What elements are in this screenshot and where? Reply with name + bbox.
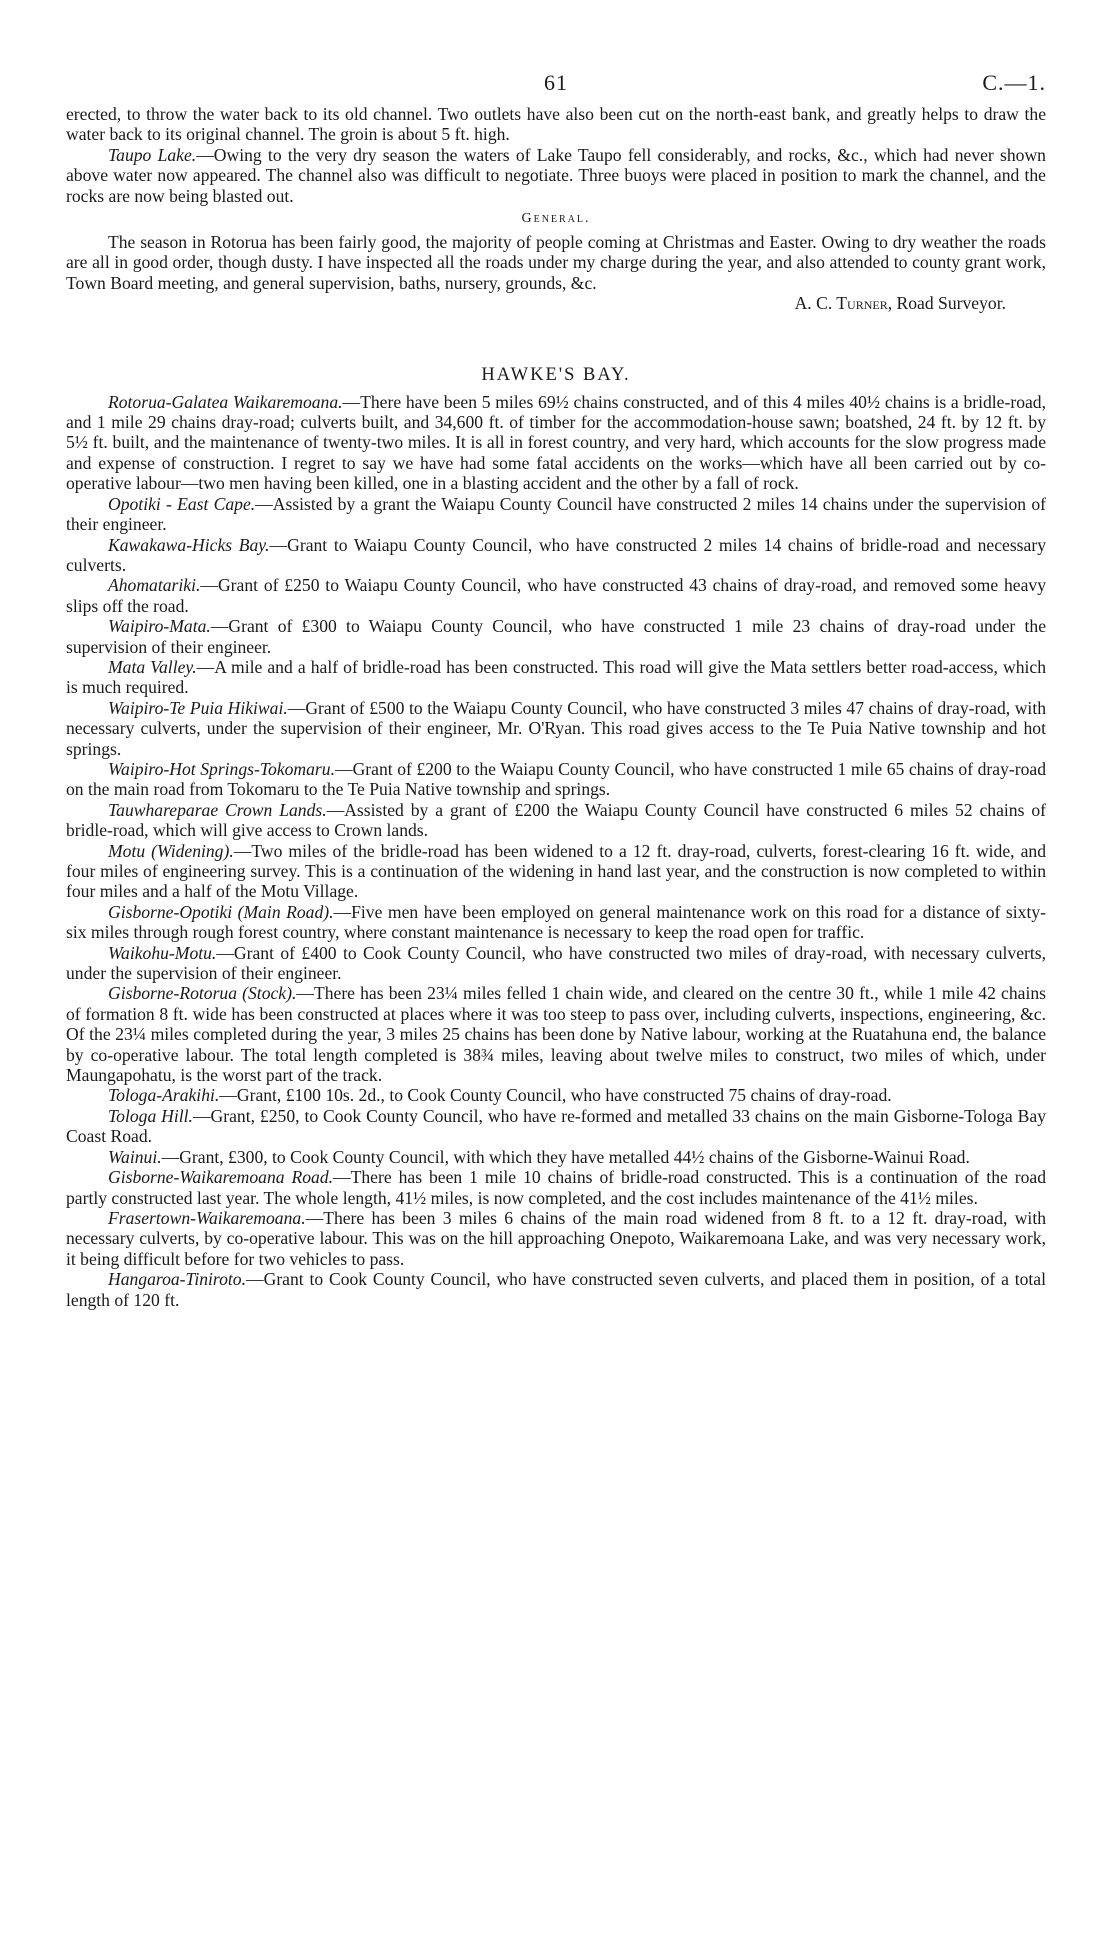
entry-title: Gisborne-Waikaremoana Road. xyxy=(108,1167,334,1188)
entry-text: —Assisted by a grant the Waiapu County Council have constructed 2 miles 14 chains under the supervision of their engineer. xyxy=(66,493,1046,535)
page-header xyxy=(66,70,1046,104)
entry-paragraph xyxy=(66,494,1046,535)
entry-title: Opotiki - East Cape. xyxy=(108,493,256,514)
entry-paragraph xyxy=(66,392,1046,494)
entry-text: —Grant of £300 to Waiapu County Council, who have constructed 1 mile 23 chains of dray-road under the supervision of their engineer. xyxy=(66,616,1046,657)
entry-text: —Grant of £250 to Waiapu County Council, who have constructed 43 chains of dray-road, and removed some heavy slips off the road. xyxy=(66,575,1046,616)
entry-paragraph xyxy=(66,1106,1046,1147)
signature-title: Road Surveyor. xyxy=(892,293,1006,314)
entry-text: —A mile and a half of bridle-road has been constructed. This road will give the Mata settlers better road-access, which is much required. xyxy=(66,656,1046,698)
entry-title: Gisborne-Rotorua (Stock). xyxy=(108,983,297,1004)
entries-list xyxy=(66,392,1046,1310)
entry-text: —There have been 5 miles 69½ chains constructed, and of this 4 miles 40½ chains is a bridle-road, and 1 mile 29 chains dray-road; culverts built, and 34,600 ft. of timber for the accommodation-house sawn; boatshed, 24 ft. by 12 ft. by 5½ ft. built, and the maintenance of twenty-two miles. It is all in forest country, and very hard, which accounts for the slow progress made and expense of construction. I regret to say we have had some fatal accidents on the works—which have all been carried out by co-operative labour—two men having been killed, one in a blasting accident and the other by a fall of rock. xyxy=(66,391,1046,494)
entry-text: —Grant of £200 to the Waiapu County Council, who have constructed 1 mile 65 chains of dray-road on the main road from Tokomaru to the Te Puia Native township and springs. xyxy=(66,758,1047,800)
entry-paragraph xyxy=(66,983,1046,1085)
general-paragraph: The season in Rotorua has been fairly good, the majority of people coming at Christmas and Easter. Owing to dry weather the roads are all in good order, though dusty. I have inspected all the roads under my charge during the year, and also attended to county grant work, Town Board meeting, and general supervision, baths, nursery, grounds, &c. xyxy=(66,232,1046,293)
entry-text: —Assisted by a grant of £200 the Waiapu County Council have constructed 6 miles 52 chains of bridle-road, which will give access to Crown lands. xyxy=(66,799,1047,841)
taupo-title: Taupo Lake. xyxy=(108,144,197,165)
entry-paragraph xyxy=(66,800,1046,841)
entry-title: Motu (Widening). xyxy=(108,840,234,861)
entry-title: Gisborne-Opotiki (Main Road). xyxy=(108,901,334,922)
taupo-text: —Owing to the very dry season the waters of Lake Taupo fell considerably, and rocks, &c., which had never shown above water now appeared. The channel also was difficult to negotiate. Three buoys were placed in position to mark the channel, and the rocks are now being blasted out. xyxy=(66,144,1046,206)
entry-title: Wainui. xyxy=(108,1146,162,1167)
section-title: HAWKE'S BAY. xyxy=(481,364,631,385)
entry-text: —Grant, £300, to Cook County Council, with which they have metalled 44½ chains of the Gisborne-Wainui Road. xyxy=(161,1146,970,1167)
intro-paragraph: erected, to throw the water back to its old channel. Two outlets have also been cut on the north-east bank, and greatly helps to draw the water back to its original channel. The groin is about 5 ft. high. xyxy=(66,104,1046,145)
signature-name: A. C. Turner, xyxy=(794,293,893,314)
entry-text: —Five men have been employed on general maintenance work on this road for a distance of sixty-six miles through rough forest country, where constant maintenance is necessary to keep the road open for traffic. xyxy=(66,901,1046,943)
entry-text: —There has been 1 mile 10 chains of bridle-road constructed. This is a continuation of the road partly constructed last year. The whole length, 41½ miles, is now completed, and the cost includes maintenance of the 41½ miles. xyxy=(66,1167,1046,1208)
document-page xyxy=(66,70,1046,1310)
document-reference: C.—1. xyxy=(982,70,1046,95)
entry-paragraph xyxy=(66,575,1046,616)
entry-title: Waipiro-Te Puia Hikiwai. xyxy=(108,697,288,718)
entry-paragraph xyxy=(66,1208,1046,1269)
entry-title: Ahomatariki. xyxy=(108,575,201,596)
entry-text: —Grant of £500 to the Waiapu County Council, who have constructed 3 miles 47 chains of dray-road, with necessary culverts, under the supervision of their engineer, Mr. O'Ryan. This road gives access to the Te Puia Native township and hot springs. xyxy=(66,697,1047,759)
entry-text: —There has been 3 miles 6 chains of the main road widened from 8 ft. to a 12 ft. dray-road, with necessary culverts, by co-operative labour. This was on the hill approaching Onepoto, Waikaremoana Lake, and was very necessary work, it being difficult before for two vehicles to pass. xyxy=(66,1207,1046,1269)
entry-paragraph xyxy=(66,902,1046,943)
entry-title: Rotorua-Galatea Waikaremoana. xyxy=(108,391,343,412)
entry-title: Tologa-Arakihi. xyxy=(108,1085,220,1106)
entry-text: —Two miles of the bridle-road has been widened to a 12 ft. dray-road, culverts, forest-clearing 16 ft. wide, and four miles of engineering survey. This is a continuation of the widening in hand last year, and the construction is now completed to within four miles and a half of the Motu Village. xyxy=(66,840,1046,902)
entry-title: Tauwhareparae Crown Lands. xyxy=(108,799,327,820)
entry-paragraph xyxy=(66,1147,1046,1167)
entry-title: Tologa Hill. xyxy=(108,1105,193,1126)
entry-paragraph xyxy=(66,616,1046,657)
entry-paragraph xyxy=(66,1085,1046,1105)
general-heading: General. xyxy=(521,211,591,227)
entry-text: —There has been 23¼ miles felled 1 chain wide, and cleared on the centre 30 ft., while 1 mile 42 chains of formation 8 ft. wide has been constructed at places where it was too steep to pass over, including culverts, inspections, engineering, &c. Of the 23¼ miles completed during the year, 3 miles 25 chains has been done by Native labour, working at the Ruatahuna end, the balance by co-operative labour. The total length completed is 38¾ miles, leaving about twelve miles to construct, two miles of which, under Maungapohatu, is the worst part of the track. xyxy=(66,983,1046,1086)
entry-title: Waipiro-Mata. xyxy=(108,616,211,637)
entry-paragraph xyxy=(66,943,1046,984)
entry-title: Frasertown-Waikaremoana. xyxy=(108,1207,306,1228)
entry-paragraph xyxy=(66,657,1046,698)
entry-title: Mata Valley. xyxy=(108,656,197,677)
entry-paragraph xyxy=(66,1269,1046,1310)
entry-title: Hangaroa-Tiniroto. xyxy=(108,1269,247,1290)
entry-text: —Grant, £100 10s. 2d., to Cook County Council, who have constructed 75 chains of dray-road. xyxy=(219,1085,892,1106)
entry-title: Waikohu-Motu. xyxy=(108,942,217,963)
entry-text: —Grant, £250, to Cook County Council, who have re-formed and metalled 33 chains on the main Gisborne-Tologa Bay Coast Road. xyxy=(66,1105,1046,1147)
entry-title: Kawakawa-Hicks Bay. xyxy=(108,534,270,555)
page-number: 61 xyxy=(544,70,568,95)
entry-paragraph xyxy=(66,535,1046,576)
entry-text: —Grant to Waiapu County Council, who have constructed 2 miles 14 chains of bridle-road and necessary culverts. xyxy=(66,534,1046,575)
entry-paragraph xyxy=(66,841,1046,902)
entry-text: —Grant of £400 to Cook County Council, who have constructed two miles of dray-road, with necessary culverts, under the supervision of their engineer. xyxy=(66,942,1046,984)
entry-paragraph xyxy=(66,1167,1046,1208)
entry-title: Waipiro-Hot Springs-Tokomaru. xyxy=(108,758,335,779)
signature xyxy=(66,293,1046,313)
entry-text: —Grant to Cook County Council, who have constructed seven culverts, and placed them in position, of a total length of 120 ft. xyxy=(66,1269,1046,1310)
entry-paragraph xyxy=(66,698,1046,759)
taupo-paragraph xyxy=(66,145,1046,206)
entry-paragraph xyxy=(66,759,1046,800)
